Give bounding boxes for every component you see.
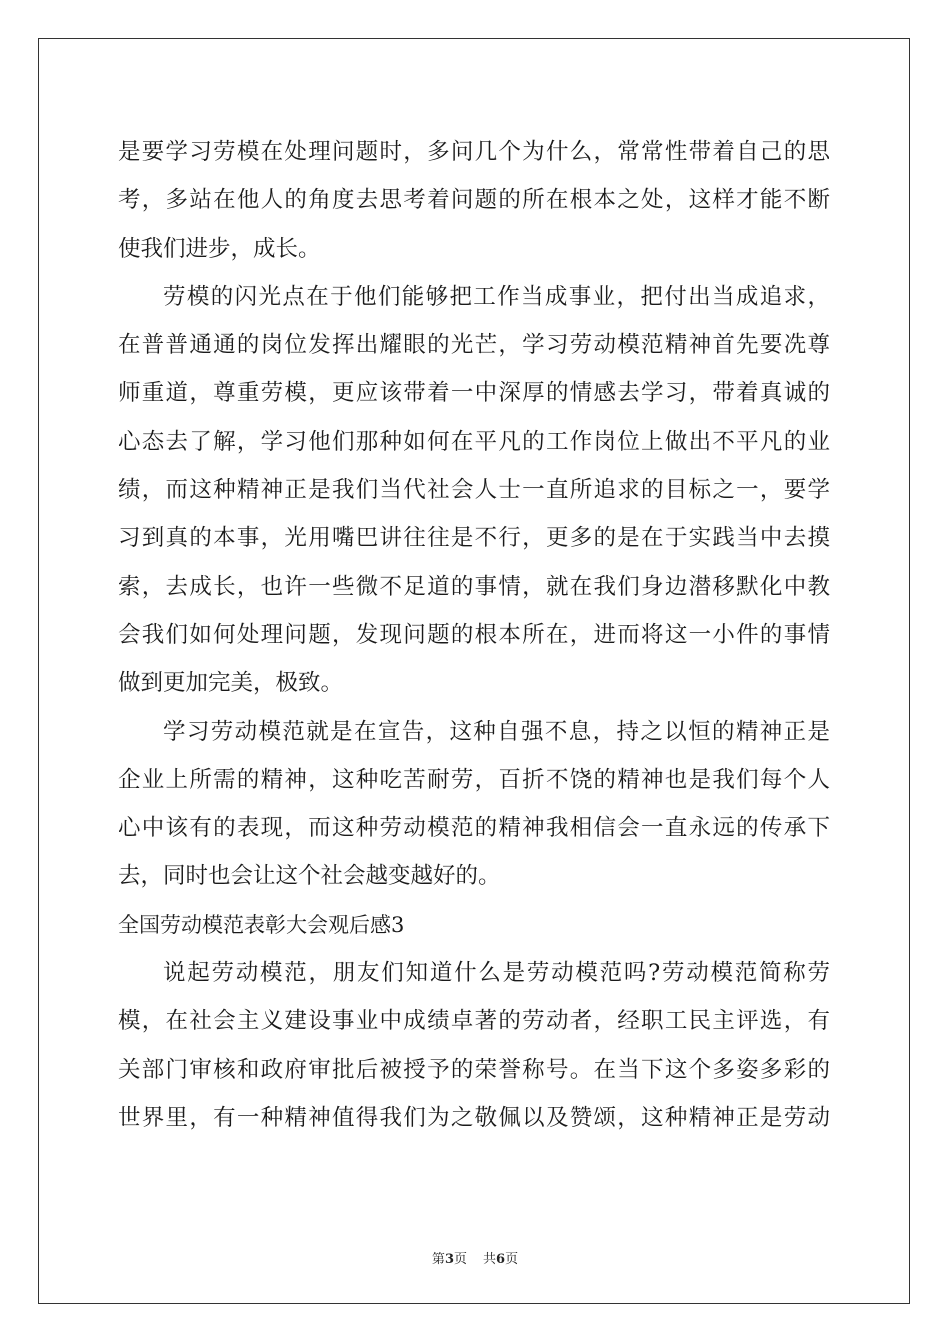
text-line: 做到更加完美，极致。 [118, 670, 344, 697]
current-page-number: 3 [444, 1252, 454, 1267]
text-line: 企业上所需的精神，这种吃苦耐劳，百折不饶的精神也是我们每个人 [118, 766, 830, 793]
page-suffix: 页 [453, 1252, 467, 1267]
total-page-count: 6 [496, 1252, 506, 1267]
text-line: 索，去成长，也许一些微不足道的事情，就在我们身边潜移默化中教 [118, 573, 830, 600]
page-footer [0, 1248, 950, 1267]
text-line: 在普普通通的岗位发挥出耀眼的光芒，学习劳动模范精神首先要冼尊 [118, 332, 830, 359]
page-prefix: 第 [431, 1252, 445, 1267]
text-line: 关部门审核和政府审批后被授予的荣誉称号。在当下这个多姿多彩的 [118, 1056, 830, 1083]
text-line: 考，多站在他人的角度去思考着问题的所在根本之处，这样才能不断 [118, 187, 830, 214]
text-line: 学习劳动模范就是在宣告，这种自强不息，持之以恒的精神正是 [163, 718, 830, 745]
text-line: 绩，而这种精神正是我们当代社会人士一直所追求的目标之一，要学 [118, 477, 830, 504]
text-line: 心态去了解，学习他们那种如何在平凡的工作岗位上做出不平凡的业 [118, 428, 830, 455]
text-line: 会我们如何处理问题，发现问题的根本所在，进而将这一小件的事情 [118, 621, 830, 648]
text-line: 习到真的本事，光用嘴巴讲往往是不行，更多的是在于实践当中去摸 [118, 525, 830, 552]
total-suffix: 页 [505, 1252, 519, 1267]
section-heading: 全国劳动模范表彰大会观后感3 [118, 912, 405, 937]
total-prefix: 共 [483, 1252, 497, 1267]
text-line: 使我们进步，成长。 [118, 235, 321, 262]
text-line: 师重道，尊重劳模，更应该带着一中深厚的情感去学习，带着真诚的 [118, 380, 830, 407]
text-line: 世界里，有一种精神值得我们为之敬佩以及赞颂，这种精神正是劳动 [118, 1104, 830, 1131]
text-line: 去，同时也会让这个社会越变越好的。 [118, 863, 501, 890]
text-line: 说起劳动模范，朋友们知道什么是劳动模范吗?劳动模范简称劳 [163, 960, 830, 987]
text-line: 模，在社会主义建设事业中成绩卓著的劳动者，经职工民主评选，有 [118, 1008, 830, 1035]
text-line: 是要学习劳模在处理问题时，多问几个为什么，常常性带着自己的思 [118, 139, 830, 165]
text-line: 心中该有的表现，而这种劳动模范的精神我相信会一直永远的传承下 [118, 815, 830, 842]
text-line: 劳模的闪光点在于他们能够把工作当成事业，把付出当成追求， [163, 283, 830, 310]
document-body [118, 128, 830, 1142]
